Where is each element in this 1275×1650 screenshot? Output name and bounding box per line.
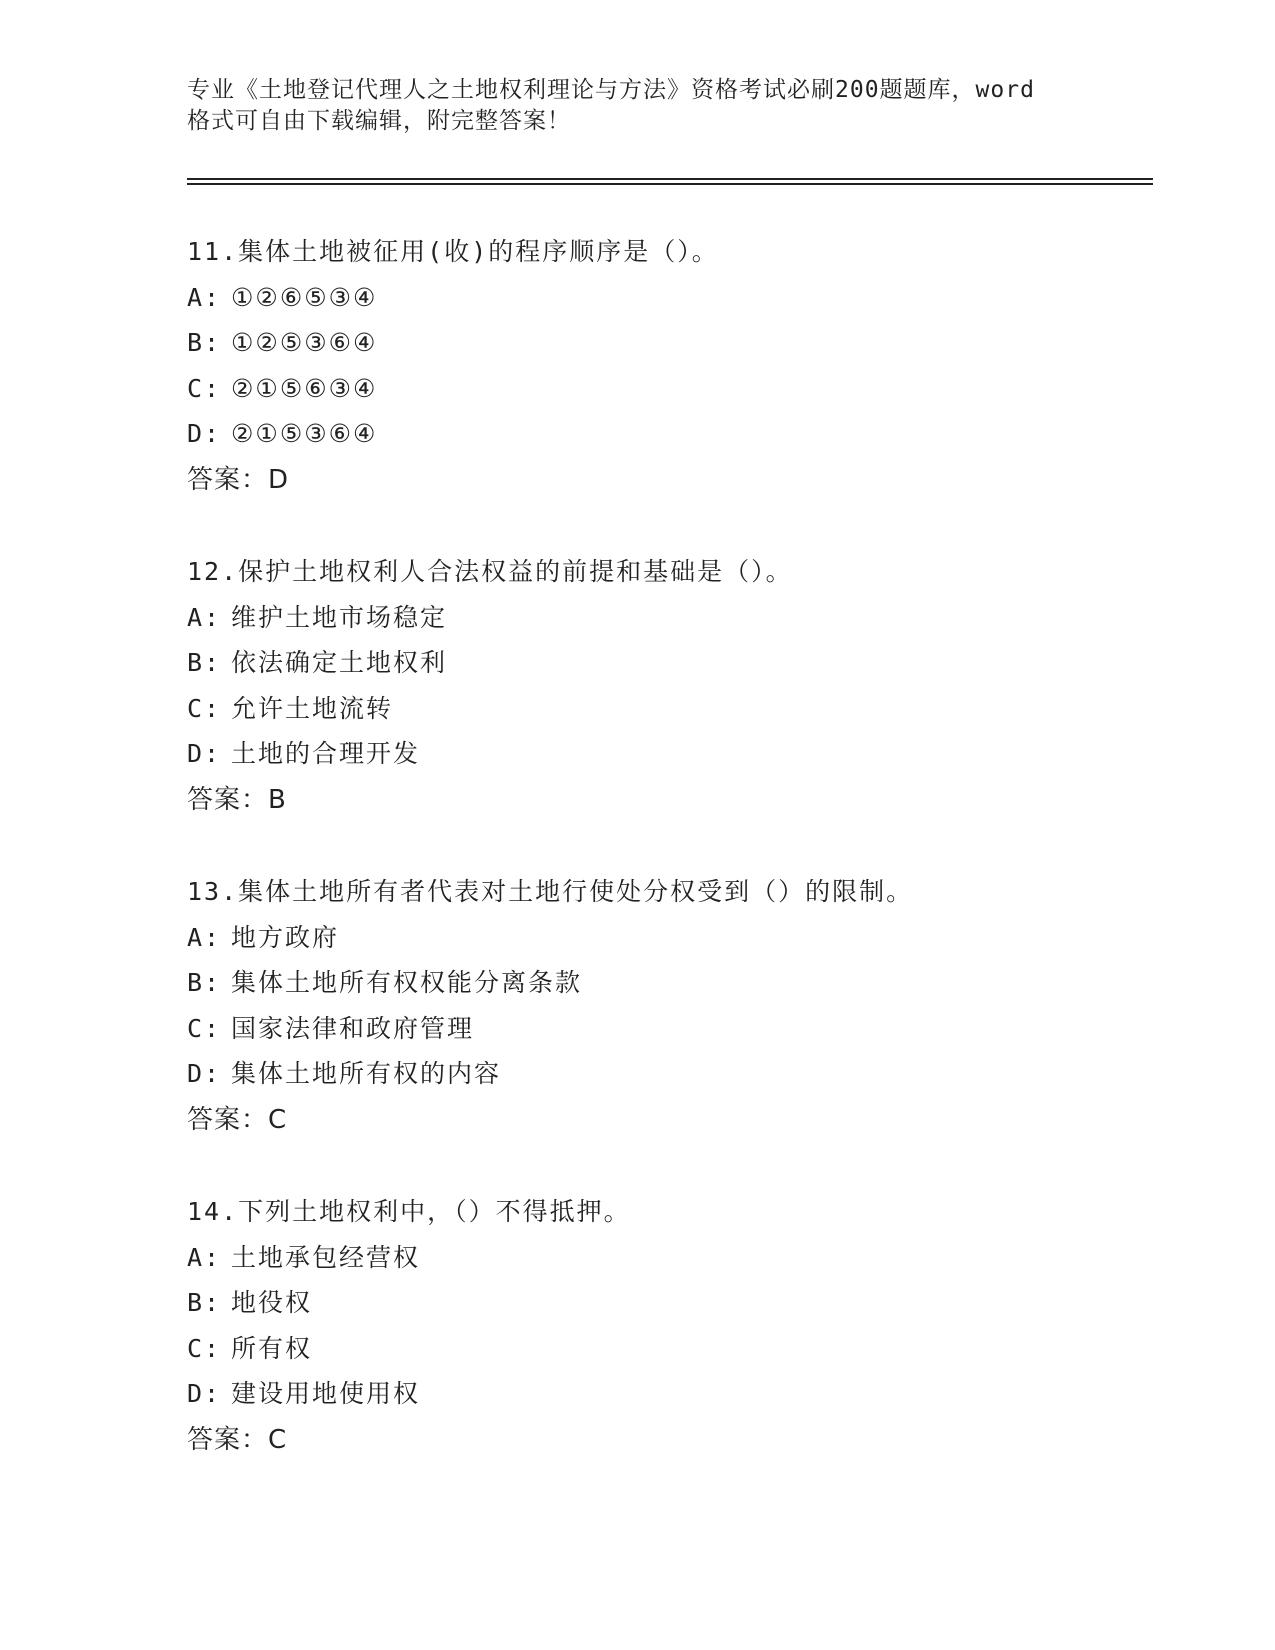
option-a bbox=[187, 1243, 1167, 1273]
option-a bbox=[187, 603, 1167, 633]
option-text: 集体土地所有权的内容 bbox=[231, 1059, 502, 1088]
question-block bbox=[187, 877, 1167, 1135]
header-divider-bottom bbox=[187, 183, 1153, 185]
option-text: 集体土地所有权权能分离条款 bbox=[231, 968, 583, 997]
option-key: A: bbox=[187, 602, 222, 632]
option-key: D: bbox=[187, 419, 222, 448]
option-b bbox=[187, 648, 1167, 678]
option-text: 土地承包经营权 bbox=[231, 1242, 421, 1272]
question-stem: 11.集体土地被征用(收)的程序顺序是（）。 bbox=[187, 237, 719, 266]
header-title-line-2: 格式可自由下载编辑，附完整答案！ bbox=[187, 108, 571, 134]
option-b bbox=[187, 1288, 1167, 1318]
option-key: D: bbox=[187, 739, 222, 768]
question-stem: 13.集体土地所有者代表对土地行使处分权受到（）的限制。 bbox=[187, 877, 914, 906]
answer-line: 答案：D bbox=[187, 464, 290, 495]
option-text: 依法确定土地权利 bbox=[231, 648, 448, 677]
option-text: ①②⑤③⑥④ bbox=[231, 328, 378, 357]
option-key: C: bbox=[187, 693, 222, 723]
option-key: B: bbox=[187, 1288, 222, 1317]
option-text: ①②⑥⑤③④ bbox=[231, 282, 378, 312]
option-text: 所有权 bbox=[231, 1333, 313, 1363]
header-title-line-1: 专业《土地登记代理人之土地权利理论与方法》资格考试必刷200题题库，word bbox=[187, 77, 1035, 103]
question-stem: 14.下列土地权利中，（）不得抵押。 bbox=[187, 1197, 631, 1226]
option-key: B: bbox=[187, 328, 222, 357]
option-text: 土地的合理开发 bbox=[231, 739, 421, 768]
option-key: A: bbox=[187, 282, 222, 312]
option-b bbox=[187, 328, 1167, 358]
option-text: 建设用地使用权 bbox=[231, 1379, 421, 1408]
option-text: 地役权 bbox=[231, 1288, 313, 1317]
option-key: C: bbox=[187, 1333, 222, 1363]
option-a bbox=[187, 283, 1167, 313]
question-block bbox=[187, 557, 1167, 815]
option-b bbox=[187, 968, 1167, 998]
question-block bbox=[187, 237, 1167, 495]
option-c bbox=[187, 694, 1167, 724]
option-key: C: bbox=[187, 373, 222, 403]
option-d bbox=[187, 419, 1167, 449]
option-text: ②①⑤⑥③④ bbox=[231, 373, 378, 403]
option-key: A: bbox=[187, 1242, 222, 1272]
option-key: D: bbox=[187, 1379, 222, 1408]
document-header bbox=[187, 75, 1067, 137]
option-d bbox=[187, 1059, 1167, 1089]
question-stem: 12.保护土地权利人合法权益的前提和基础是（）。 bbox=[187, 557, 793, 586]
option-key: B: bbox=[187, 648, 222, 677]
option-key: A: bbox=[187, 922, 222, 952]
option-text: ②①⑤③⑥④ bbox=[231, 419, 378, 448]
question-block bbox=[187, 1197, 1167, 1455]
option-c bbox=[187, 1334, 1167, 1364]
answer-line: 答案：C bbox=[187, 1424, 288, 1455]
option-text: 国家法律和政府管理 bbox=[231, 1013, 475, 1043]
option-d bbox=[187, 739, 1167, 769]
option-c bbox=[187, 1014, 1167, 1044]
option-key: B: bbox=[187, 968, 222, 997]
option-text: 允许土地流转 bbox=[231, 693, 394, 723]
header-divider-top bbox=[187, 178, 1153, 180]
option-key: C: bbox=[187, 1013, 222, 1043]
option-a bbox=[187, 923, 1167, 953]
answer-line: 答案：B bbox=[187, 784, 287, 815]
option-text: 地方政府 bbox=[231, 922, 340, 952]
option-key: D: bbox=[187, 1059, 222, 1088]
option-c bbox=[187, 374, 1167, 404]
option-d bbox=[187, 1379, 1167, 1409]
option-text: 维护土地市场稳定 bbox=[231, 602, 448, 632]
answer-line: 答案：C bbox=[187, 1104, 288, 1135]
